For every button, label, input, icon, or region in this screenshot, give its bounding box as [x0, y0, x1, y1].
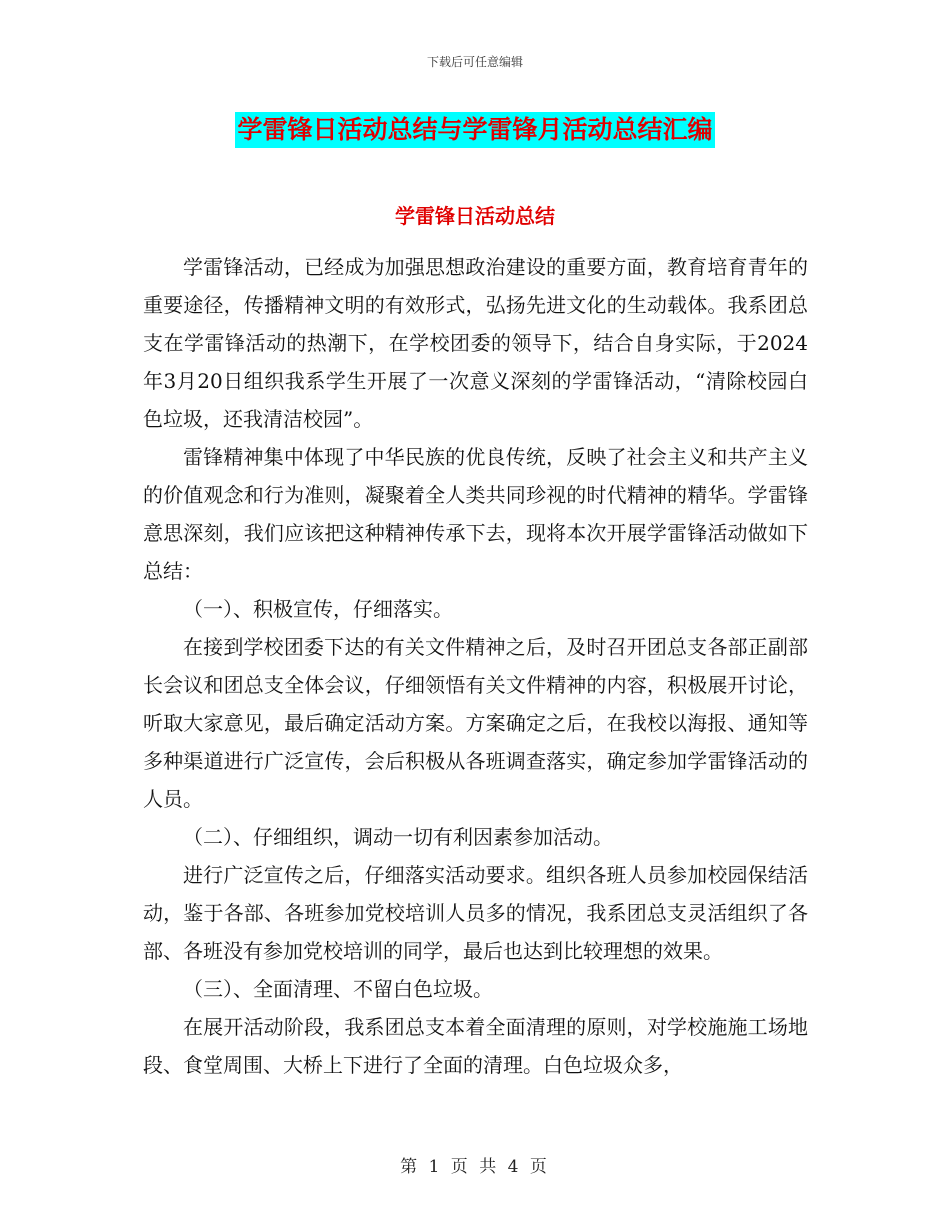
- page-header-note: 下载后可任意编辑: [426, 55, 523, 69]
- paragraph: 雷锋精神集中体现了中华民族的优良传统，反映了社会主义和共产主义的价值观念和行为准则，凝聚着全人类共同珍视的时代精神的精华。学雷锋意思深刻，我们应该把这种精神传承下去，现将本次开展学雷锋活动做如下总结：: [143, 445, 808, 583]
- section-title: 学雷锋日活动总结: [395, 204, 555, 228]
- section-heading: （一）、积极宣传，仔细落实。: [183, 597, 453, 621]
- paragraph: 学雷锋活动，已经成为加强思想政治建设的重要方面，教育培育青年的重要途径，传播精神文明的有效形式，弘扬先进文化的生动载体。我系团总支在学雷锋活动的热潮下，在学校团委的领导下，结合自身实际，于2024年3月20日组织我系学生开展了一次意义深刻的学雷锋活动，“清除校园白色垃圾，还我清洁校园”。: [143, 255, 808, 431]
- main-title-container: [0, 112, 950, 148]
- section-heading: （三）、全面清理、不留白色垃圾。: [183, 977, 493, 1001]
- paragraph: 进行广泛宣传之后，仔细落实活动要求。组织各班人员参加校园保结活动，鉴于各部、各班参加党校培训人员多的情况，我系团总支灵活组织了各部、各班没有参加党校培训的同学，最后也达到比较理想的效果。: [143, 863, 808, 963]
- paragraph: 在展开活动阶段，我系团总支本着全面清理的原则，对学校施施工场地段、食堂周围、大桥上下进行了全面的清理。白色垃圾众多，: [143, 1015, 808, 1077]
- document-title: 学雷锋日活动总结与学雷锋月活动总结汇编: [235, 112, 714, 148]
- page-number: 第 1 页 共 4 页: [400, 1157, 550, 1177]
- document-body: [143, 248, 808, 1084]
- section-heading: （二）、仔细组织，调动一切有利因素参加活动。: [183, 825, 613, 849]
- paragraph: 在接到学校团委下达的有关文件精神之后，及时召开团总支各部正副部长会议和团总支全体会议，仔细领悟有关文件精神的内容，积极展开讨论，听取大家意见，最后确定活动方案。方案确定之后，在我校以海报、通知等多种渠道进行广泛宣传，会后积极从各班调查落实，确定参加学雷锋活动的人员。: [143, 635, 808, 811]
